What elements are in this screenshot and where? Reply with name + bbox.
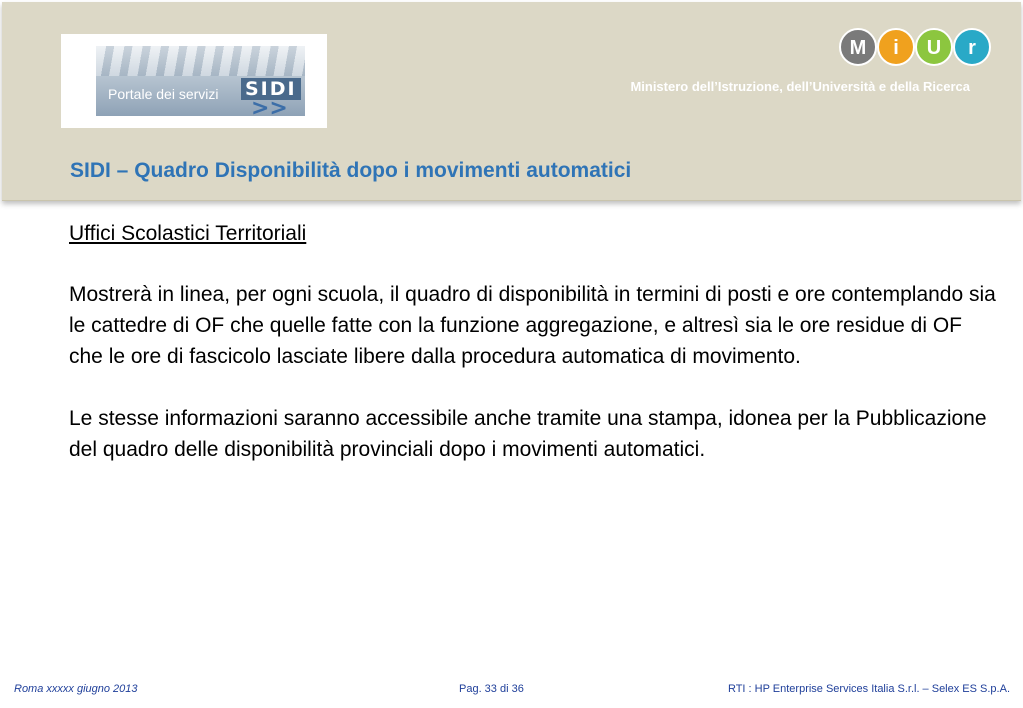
slide-title: SIDI – Quadro Disponibilità dopo i movimenti automatici <box>70 159 632 182</box>
miur-letter-i: i <box>893 37 899 59</box>
slide-content <box>69 219 999 465</box>
section-subtitle: Uffici Scolastici Territoriali <box>69 222 307 245</box>
paragraph-1: Mostrerà in linea, per ogni scuola, il quadro di disponibilità in termini di posti e ore contemplando sia le cattedre di OF che quelle fatte con la funzione aggregazione, e altresì sia le ore residue di OF che le ore di fascicolo lasciate libere dalla procedura automatica di movimento. <box>69 283 996 368</box>
footer-date: Roma xxxxx giugno 2013 <box>14 683 138 695</box>
sidi-portal-logo[interactable] <box>61 34 327 128</box>
paragraph-2: Le stesse informazioni saranno accessibile anche tramite una stampa, idonea per la Pubblicazione del quadro delle disponibilità provinciali dopo i movimenti automatici. <box>69 407 987 461</box>
footer-page-number: Pag. 33 di 36 <box>459 683 524 695</box>
miur-logo <box>838 25 993 69</box>
miur-letter-m: M <box>849 37 867 59</box>
sidi-logo-banner <box>96 46 305 116</box>
logo-arrows-icon: >> <box>251 96 288 116</box>
header-banner <box>2 2 1021 201</box>
logo-decoration <box>96 46 305 76</box>
logo-caption: Portale dei servizi <box>108 86 219 102</box>
ministry-name: Ministero dell’Istruzione, dell’Università e della Ricerca <box>630 79 970 94</box>
miur-letter-u: U <box>926 37 942 59</box>
miur-letter-r: r <box>968 37 976 59</box>
footer-company: RTI : HP Enterprise Services Italia S.r.l. – Selex ES S.p.A. <box>727 683 1010 695</box>
logo-brand: SIDI <box>241 78 301 100</box>
